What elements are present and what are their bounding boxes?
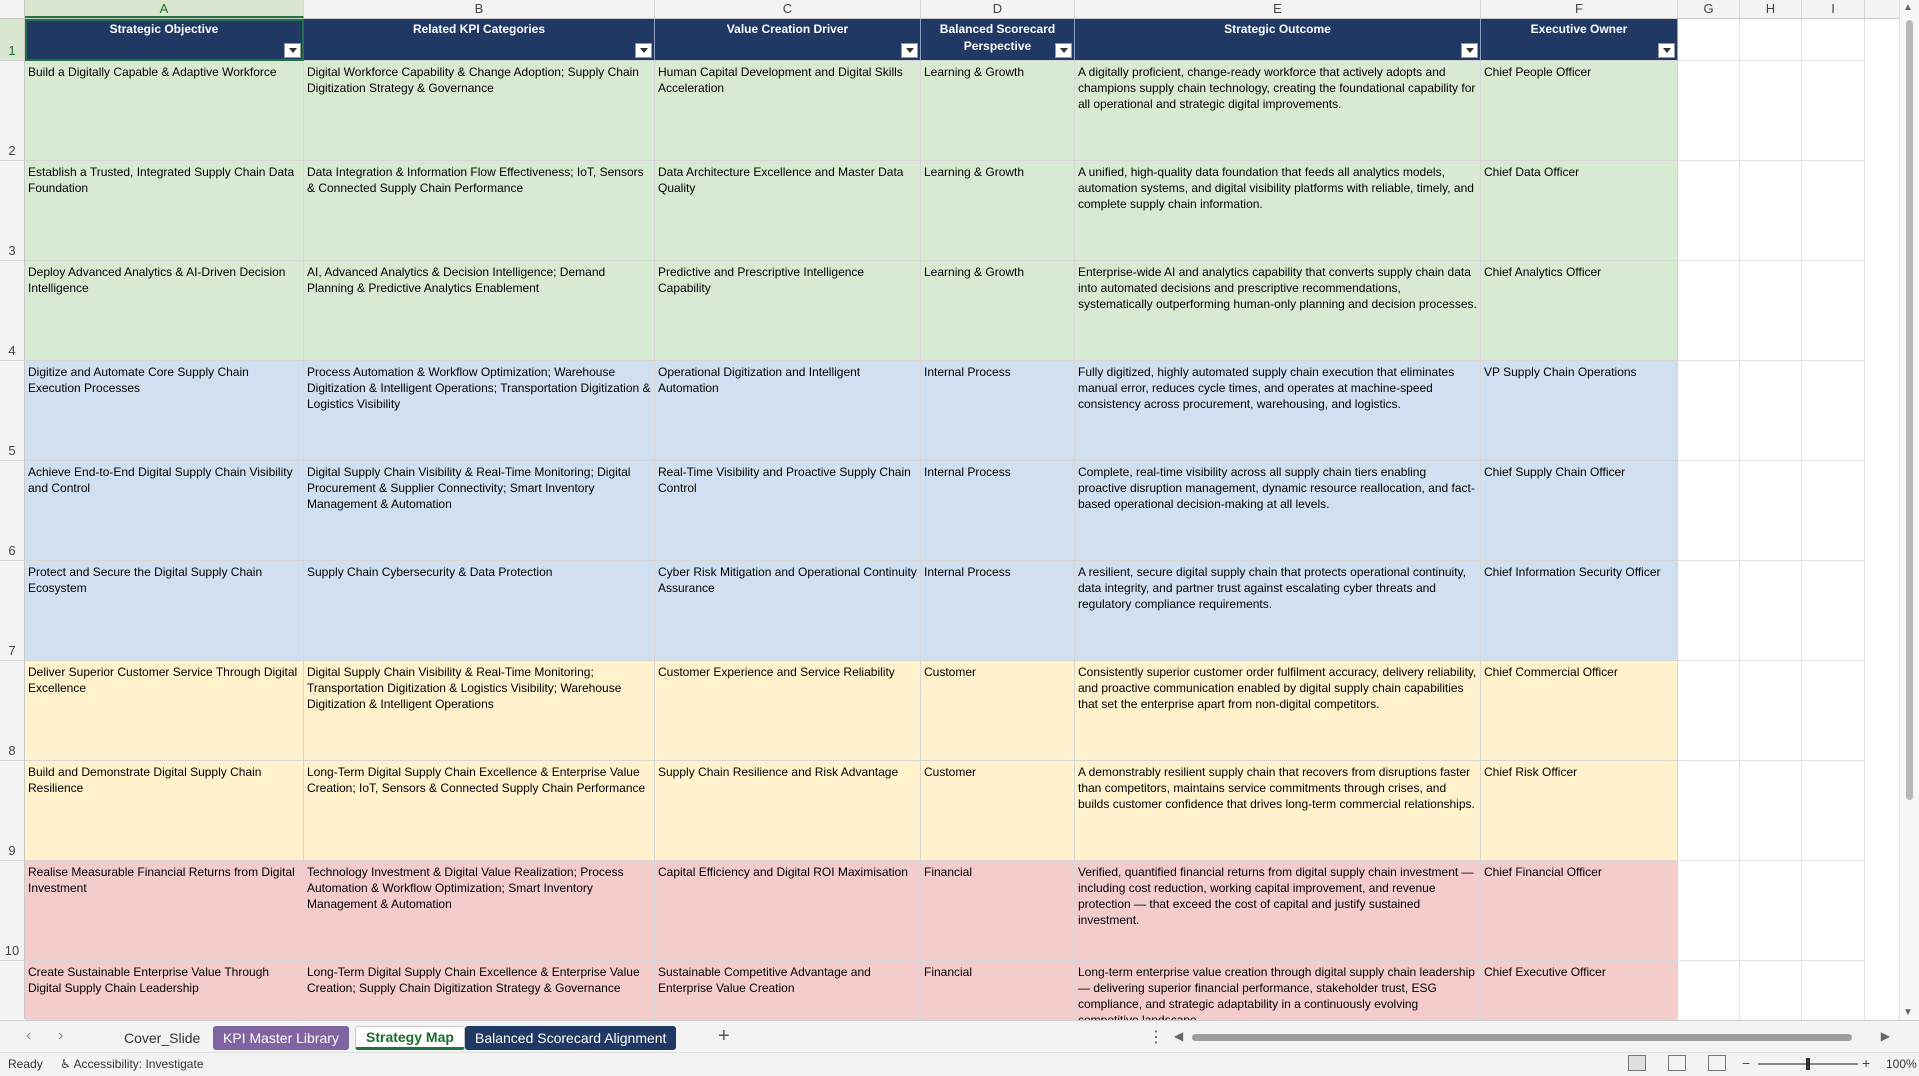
table-cell-d[interactable]: Learning & Growth bbox=[921, 261, 1075, 361]
header-label: Balanced Scorecard Perspective bbox=[939, 22, 1056, 53]
accessibility-icon: ♿︎ bbox=[60, 1057, 71, 1071]
zoom-level[interactable]: 100% bbox=[1886, 1057, 1917, 1071]
row-number: 10 bbox=[4, 943, 20, 958]
sheet-tab-balanced-scorecard-alignment[interactable]: Balanced Scorecard Alignment bbox=[465, 1026, 676, 1050]
table-cell-c[interactable]: Real-Time Visibility and Proactive Supply Chain Control bbox=[655, 461, 921, 561]
row-header-5[interactable] bbox=[0, 361, 24, 461]
scroll-up-icon[interactable]: ▲ bbox=[1903, 2, 1913, 13]
row-header-2[interactable] bbox=[0, 61, 24, 161]
select-all-corner[interactable] bbox=[0, 0, 25, 18]
table-cell-c[interactable]: Customer Experience and Service Reliability bbox=[655, 661, 921, 761]
column-header-c[interactable]: C bbox=[655, 0, 921, 18]
empty-cell[interactable] bbox=[1802, 461, 1865, 561]
filter-dropdown-icon[interactable] bbox=[1658, 43, 1675, 58]
empty-cell[interactable] bbox=[1678, 461, 1740, 561]
table-cell-d[interactable]: Customer bbox=[921, 761, 1075, 861]
column-header-h[interactable]: H bbox=[1740, 0, 1802, 18]
column-header-bar bbox=[0, 0, 1919, 19]
filter-dropdown-icon[interactable] bbox=[1461, 43, 1478, 58]
empty-cell[interactable] bbox=[1678, 561, 1740, 661]
empty-cell[interactable] bbox=[1740, 461, 1802, 561]
table-cell-c[interactable]: Human Capital Development and Digital Skills Acceleration bbox=[655, 61, 921, 161]
table-cell-c[interactable]: Sustainable Competitive Advantage and Enterprise Value Creation bbox=[655, 961, 921, 1061]
table-cell-e[interactable]: Long-term enterprise value creation through digital supply chain leadership — delivering superior financial performance, stakeholder trust, ESG compliance, and strategic adaptability in a continuously evolving bbox=[1075, 961, 1481, 1061]
row-header-4[interactable] bbox=[0, 261, 24, 361]
table-cell-a[interactable]: Digitize and Automate Core Supply Chain Execution Processes bbox=[25, 361, 304, 461]
table-cell-d[interactable]: Customer bbox=[921, 661, 1075, 761]
row-header-bar bbox=[0, 19, 25, 1019]
accessibility-label: Accessibility: Investigate bbox=[73, 1057, 204, 1071]
status-ready-text: Ready bbox=[8, 1057, 43, 1071]
column-header-d[interactable]: D bbox=[921, 0, 1075, 18]
sheet-tab-strategy-map[interactable]: Strategy Map bbox=[355, 1026, 465, 1050]
empty-cell[interactable] bbox=[1740, 161, 1802, 261]
empty-cell[interactable] bbox=[1740, 261, 1802, 361]
table-cell-c[interactable]: Predictive and Prescriptive Intelligence Capability bbox=[655, 261, 921, 361]
row-header-3[interactable] bbox=[0, 161, 24, 261]
table-cell-a[interactable]: Create Sustainable Enterprise Value Through Digital Supply Chain Leadership bbox=[25, 961, 304, 1061]
worksheet-grid[interactable] bbox=[25, 19, 1900, 1019]
table-cell-b[interactable]: Long-Term Digital Supply Chain Excellence & Enterprise Value Creation; Supply Chain Digitization Strategy & Governance bbox=[304, 961, 655, 1061]
vertical-scroll-thumb[interactable] bbox=[1906, 20, 1913, 800]
column-header-e[interactable]: E bbox=[1075, 0, 1481, 18]
empty-cell[interactable] bbox=[1740, 19, 1802, 61]
column-header-f[interactable]: F bbox=[1481, 0, 1678, 18]
row-number: 5 bbox=[8, 443, 16, 458]
status-bar bbox=[0, 1052, 1919, 1076]
table-cell-a[interactable]: Deploy Advanced Analytics & AI-Driven Decision Intelligence bbox=[25, 261, 304, 361]
zoom-out-icon[interactable]: − bbox=[1742, 1055, 1751, 1071]
page-break-view-icon[interactable] bbox=[1708, 1055, 1726, 1071]
row-header-9[interactable] bbox=[0, 761, 24, 861]
column-header-i[interactable]: I bbox=[1802, 0, 1865, 18]
scroll-down-icon[interactable]: ▼ bbox=[1903, 1007, 1913, 1018]
table-cell-e[interactable]: A digitally proficient, change-ready workforce that actively adopts and champions supply chain technology, creating the foundational capability for all operational and strategic digital improvements. bbox=[1075, 61, 1481, 161]
zoom-slider-knob[interactable] bbox=[1806, 1058, 1810, 1070]
column-header-a[interactable]: A bbox=[25, 0, 304, 18]
table-cell-d[interactable]: Financial bbox=[921, 861, 1075, 961]
header-label: Executive Owner bbox=[1530, 22, 1628, 36]
table-cell-e[interactable]: A unified, high-quality data foundation that feeds all analytics models, automation systems, and digital visibility platforms with reliable, timely, and complete supply chain information. bbox=[1075, 161, 1481, 261]
filter-dropdown-icon[interactable] bbox=[1055, 43, 1072, 58]
table-cell-f[interactable]: Chief Analytics Officer bbox=[1481, 261, 1678, 361]
scroll-right-icon[interactable]: ▶ bbox=[1880, 1029, 1890, 1043]
table-cell-d[interactable]: Internal Process bbox=[921, 561, 1075, 661]
row-header-7[interactable] bbox=[0, 561, 24, 661]
zoom-in-icon[interactable]: + bbox=[1862, 1055, 1871, 1071]
table-cell-b[interactable]: Data Integration & Information Flow Effectiveness; IoT, Sensors & Connected Supply Chain Performance bbox=[304, 161, 655, 261]
empty-cell[interactable] bbox=[1740, 361, 1802, 461]
header-cell-a[interactable] bbox=[25, 19, 304, 61]
filter-dropdown-icon[interactable] bbox=[901, 43, 918, 58]
table-cell-f[interactable]: Chief Executive Officer bbox=[1481, 961, 1678, 1061]
table-cell-a[interactable]: Build a Digitally Capable & Adaptive Workforce bbox=[25, 61, 304, 161]
filter-dropdown-icon[interactable] bbox=[284, 43, 301, 58]
table-cell-a[interactable]: Deliver Superior Customer Service Through Digital Excellence bbox=[25, 661, 304, 761]
empty-cell[interactable] bbox=[1740, 761, 1802, 861]
table-cell-d[interactable]: Learning & Growth bbox=[921, 61, 1075, 161]
table-cell-c[interactable]: Supply Chain Resilience and Risk Advantage bbox=[655, 761, 921, 861]
row-number: 6 bbox=[8, 543, 16, 558]
empty-cell[interactable] bbox=[1740, 61, 1802, 161]
table-cell-c[interactable]: Cyber Risk Mitigation and Operational Continuity Assurance bbox=[655, 561, 921, 661]
accessibility-status[interactable] bbox=[60, 1057, 204, 1071]
prev-sheet-icon[interactable]: ‹ bbox=[26, 1027, 32, 1044]
table-cell-b[interactable]: Long-Term Digital Supply Chain Excellence & Enterprise Value Creation; IoT, Sensors & Connected Supply Chain Performance bbox=[304, 761, 655, 861]
empty-cell[interactable] bbox=[1678, 761, 1740, 861]
empty-cell[interactable] bbox=[1740, 561, 1802, 661]
row-number: 3 bbox=[8, 243, 16, 258]
scroll-left-icon[interactable]: ◀ bbox=[1174, 1029, 1184, 1043]
table-cell-d[interactable]: Learning & Growth bbox=[921, 161, 1075, 261]
horizontal-scrollbar[interactable] bbox=[1170, 1029, 1890, 1045]
table-cell-f[interactable]: Chief Data Officer bbox=[1481, 161, 1678, 261]
sheet-tab-bar bbox=[0, 1020, 1919, 1053]
empty-cell[interactable] bbox=[1740, 861, 1802, 961]
row-number: 7 bbox=[8, 643, 16, 658]
table-cell-b[interactable]: AI, Advanced Analytics & Decision Intelligence; Demand Planning & Predictive Analytics Enablement bbox=[304, 261, 655, 361]
table-cell-b[interactable]: Supply Chain Cybersecurity & Data Protection bbox=[304, 561, 655, 661]
table-cell-f[interactable]: Chief Financial Officer bbox=[1481, 861, 1678, 961]
empty-cell[interactable] bbox=[1802, 561, 1865, 661]
table-cell-f[interactable]: Chief People Officer bbox=[1481, 61, 1678, 161]
table-cell-f[interactable]: Chief Information Security Officer bbox=[1481, 561, 1678, 661]
more-options-icon[interactable]: ⋮ bbox=[1148, 1029, 1164, 1046]
empty-cell[interactable] bbox=[1802, 19, 1865, 61]
table-cell-e[interactable]: Verified, quantified financial returns from digital supply chain investment — including cost reduction, working capital improvement, and revenue protection — that exceed the cost of capital and justify sustained investment. bbox=[1075, 861, 1481, 961]
empty-cell[interactable] bbox=[1802, 861, 1865, 961]
next-sheet-icon[interactable]: › bbox=[58, 1027, 64, 1044]
row-number: 8 bbox=[8, 743, 16, 758]
column-header-g[interactable]: G bbox=[1678, 0, 1740, 18]
table-cell-f[interactable]: Chief Risk Officer bbox=[1481, 761, 1678, 861]
sheet-tab-cover-slide[interactable]: Cover_Slide bbox=[124, 1030, 201, 1046]
page-layout-view-icon[interactable] bbox=[1668, 1055, 1686, 1071]
table-cell-e[interactable]: Enterprise-wide AI and analytics capability that converts supply chain data into automated decisions and prescriptive recommendations, systematically outperforming human-only planning and decision processes. bbox=[1075, 261, 1481, 361]
empty-cell[interactable] bbox=[1678, 61, 1740, 161]
row-header-6[interactable] bbox=[0, 461, 24, 561]
row-number: 1 bbox=[8, 43, 16, 58]
empty-cell[interactable] bbox=[1678, 261, 1740, 361]
table-cell-b[interactable]: Process Automation & Workflow Optimization; Warehouse Digitization & Intelligent Operations; Transportation Digitization & Logistics Visibility bbox=[304, 361, 655, 461]
header-cell-c[interactable] bbox=[655, 19, 921, 61]
table-cell-e[interactable]: Fully digitized, highly automated supply chain execution that eliminates manual error, reduces cycle times, and operates at machine-speed consistency across procurement, warehousing, and logistics. bbox=[1075, 361, 1481, 461]
empty-cell[interactable] bbox=[1678, 661, 1740, 761]
empty-cell[interactable] bbox=[1802, 161, 1865, 261]
horizontal-scroll-thumb[interactable] bbox=[1192, 1034, 1852, 1041]
empty-cell[interactable] bbox=[1802, 761, 1865, 861]
header-label: Strategic Objective bbox=[109, 22, 219, 36]
vertical-scrollbar[interactable] bbox=[1899, 0, 1919, 1020]
table-cell-a[interactable]: Protect and Secure the Digital Supply Chain Ecosystem bbox=[25, 561, 304, 661]
empty-cell[interactable] bbox=[1678, 861, 1740, 961]
empty-cell[interactable] bbox=[1802, 261, 1865, 361]
header-cell-b[interactable] bbox=[304, 19, 655, 61]
empty-cell[interactable] bbox=[1678, 19, 1740, 61]
table-cell-f[interactable]: Chief Commercial Officer bbox=[1481, 661, 1678, 761]
empty-cell[interactable] bbox=[1678, 161, 1740, 261]
row-number: 9 bbox=[8, 843, 16, 858]
empty-cell[interactable] bbox=[1740, 661, 1802, 761]
table-cell-e[interactable]: A demonstrably resilient supply chain that recovers from disruptions faster than competitors, maintains service commitments through crises, and builds customer confidence that drives long-term commercial relationships. bbox=[1075, 761, 1481, 861]
column-header-b[interactable]: B bbox=[304, 0, 655, 18]
table-cell-a[interactable]: Build and Demonstrate Digital Supply Chain Resilience bbox=[25, 761, 304, 861]
row-number: 2 bbox=[8, 143, 16, 158]
table-cell-e[interactable]: Complete, real-time visibility across all supply chain tiers enabling proactive disruption management, dynamic resource reallocation, and fact-based operational decision-making at all levels. bbox=[1075, 461, 1481, 561]
header-label: Value Creation Driver bbox=[726, 22, 849, 36]
sheet-tab-kpi-master-library[interactable]: KPI Master Library bbox=[213, 1026, 349, 1050]
header-label: Related KPI Categories bbox=[412, 22, 546, 36]
table-cell-d[interactable]: Internal Process bbox=[921, 461, 1075, 561]
header-label: Strategic Outcome bbox=[1224, 22, 1331, 36]
table-cell-a[interactable]: Realise Measurable Financial Returns from Digital Investment bbox=[25, 861, 304, 961]
empty-cell[interactable] bbox=[1802, 361, 1865, 461]
header-cell-d[interactable] bbox=[921, 19, 1075, 61]
table-cell-b[interactable]: Digital Workforce Capability & Change Adoption; Supply Chain Digitization Strategy & Governance bbox=[304, 61, 655, 161]
table-cell-e[interactable]: Consistently superior customer order fulfilment accuracy, delivery reliability, and proactive communication enabled by digital supply chain capabilities that set the enterprise apart from non-digital competitors. bbox=[1075, 661, 1481, 761]
table-cell-c[interactable]: Data Architecture Excellence and Master Data Quality bbox=[655, 161, 921, 261]
row-number: 4 bbox=[8, 343, 16, 358]
table-cell-b[interactable]: Digital Supply Chain Visibility & Real-Time Monitoring; Transportation Digitization & Logistics Visibility; Warehouse Digitization & Intelligent Operations bbox=[304, 661, 655, 761]
row-header-10[interactable] bbox=[0, 861, 24, 961]
table-cell-b[interactable]: Technology Investment & Digital Value Realization; Process Automation & Workflow Optimization; Smart Inventory Management & Automation bbox=[304, 861, 655, 961]
empty-cell[interactable] bbox=[1678, 361, 1740, 461]
filter-dropdown-icon[interactable] bbox=[635, 43, 652, 58]
row-header-8[interactable] bbox=[0, 661, 24, 761]
empty-cell[interactable] bbox=[1802, 61, 1865, 161]
table-cell-a[interactable]: Establish a Trusted, Integrated Supply Chain Data Foundation bbox=[25, 161, 304, 261]
table-cell-d[interactable]: Financial bbox=[921, 961, 1075, 1061]
add-sheet-button[interactable]: + bbox=[718, 1025, 730, 1047]
table-cell-f[interactable]: VP Supply Chain Operations bbox=[1481, 361, 1678, 461]
table-cell-d[interactable]: Internal Process bbox=[921, 361, 1075, 461]
normal-view-icon[interactable] bbox=[1628, 1055, 1646, 1071]
table-cell-b[interactable]: Digital Supply Chain Visibility & Real-Time Monitoring; Digital Procurement & Supplier Connectivity; Smart Inventory Management & Automation bbox=[304, 461, 655, 561]
table-cell-e[interactable]: A resilient, secure digital supply chain that protects operational continuity, data integrity, and partner trust against escalating cyber threats and regulatory compliance requirements. bbox=[1075, 561, 1481, 661]
header-cell-f[interactable] bbox=[1481, 19, 1678, 61]
header-cell-e[interactable] bbox=[1075, 19, 1481, 61]
table-cell-c[interactable]: Operational Digitization and Intelligent Automation bbox=[655, 361, 921, 461]
empty-cell[interactable] bbox=[1802, 661, 1865, 761]
table-cell-c[interactable]: Capital Efficiency and Digital ROI Maximisation bbox=[655, 861, 921, 961]
table-cell-a[interactable]: Achieve End-to-End Digital Supply Chain Visibility and Control bbox=[25, 461, 304, 561]
row-header-1[interactable] bbox=[0, 19, 24, 61]
table-cell-f[interactable]: Chief Supply Chain Officer bbox=[1481, 461, 1678, 561]
